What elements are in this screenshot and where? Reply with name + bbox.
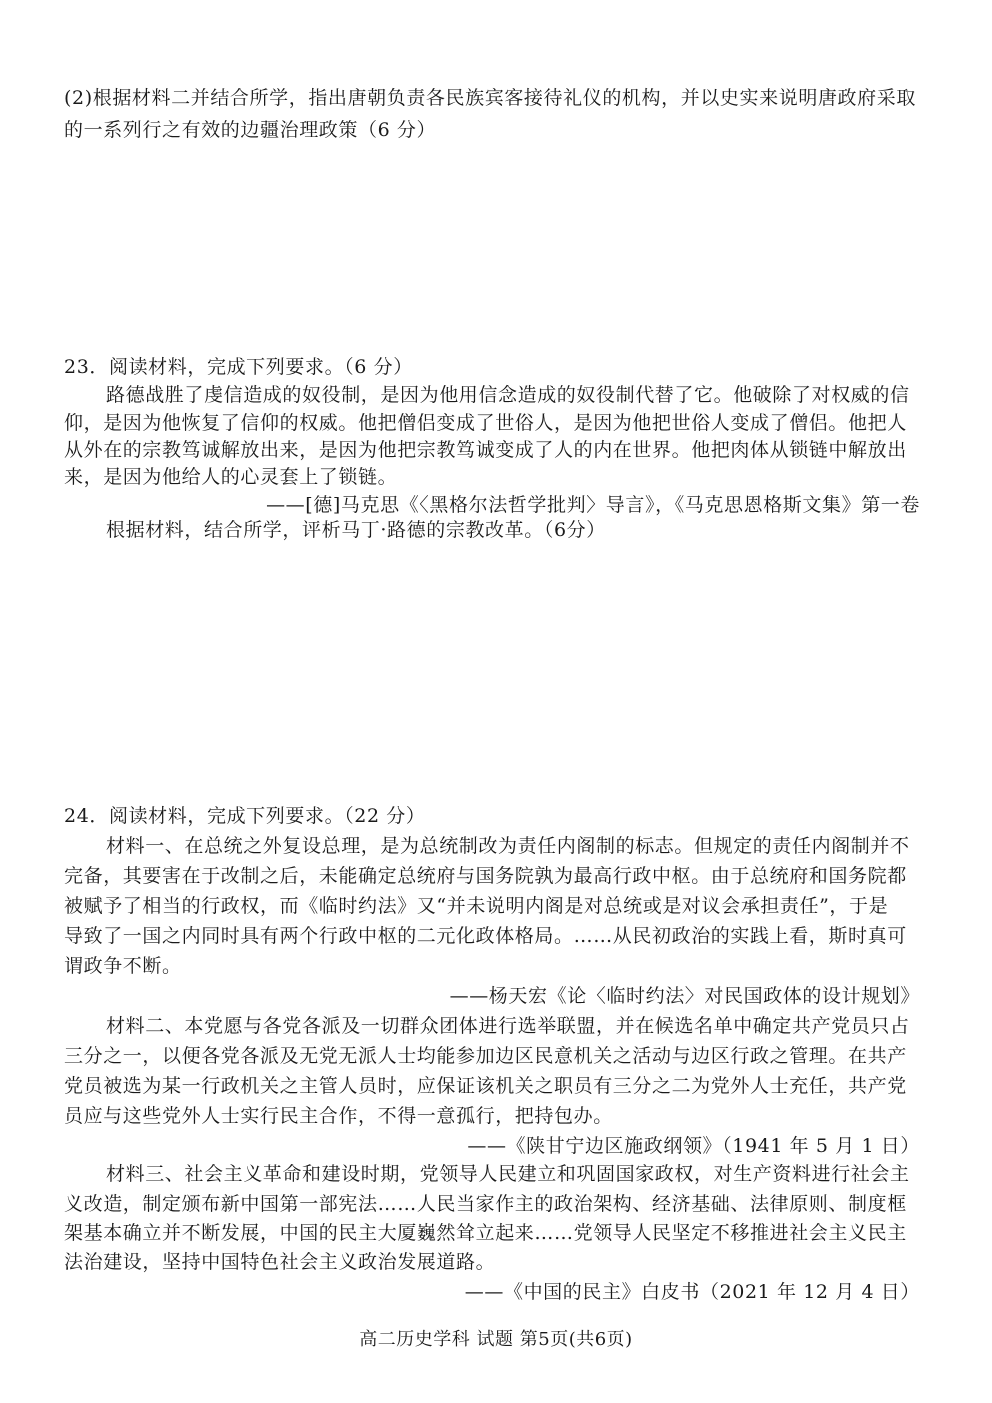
q24-material2-line: 党员被选为某一行政机关之主管人员时，应保证该机关之职员有三分之二为党外人士充任，共产党 — [64, 1075, 907, 1097]
q24-material2-line: 三分之一，以便各党各派及无党无派人士均能参加边区民意机关之活动与边区行政之管理。在共产 — [64, 1045, 907, 1067]
q24-material1-line: 完备，其要害在于改制之后，未能确定总统府与国务院孰为最高行政中枢。由于总统府和国务院都 — [64, 865, 907, 887]
q24-material3-line: 义改造，制定颁布新中国第一部宪法……人民当家作主的政治架构、经济基础、法律原则、制度框 — [64, 1193, 907, 1215]
q24-material3-line: 材料三、社会主义革命和建设时期，党领导人民建立和巩固国家政权，对生产资料进行社会主 — [106, 1163, 910, 1185]
q23-heading: 23．阅读材料，完成下列要求。（6 分） — [64, 356, 413, 378]
q23-passage-line: 仰，是因为他恢复了信仰的权威。他把僧侣变成了世俗人，是因为他把世俗人变成了僧侣。他把人 — [64, 412, 907, 434]
q22-part2-line-2: 的一系列行之有效的边疆治理政策（6 分） — [64, 119, 437, 141]
q22-part2-line-1: (2)根据材料二并结合所学，指出唐朝负责各民族宾客接待礼仪的机构，并以史实来说明唐政府采取 — [64, 87, 916, 109]
q24-material2-line: 员应与这些党外人士实行民主合作，不得一意孤行，把持包办。 — [64, 1105, 613, 1127]
q24-material1-line: 谓政争不断。 — [64, 955, 182, 977]
q24-material1-line: 导致了一国之内同时具有两个行政中枢的二元化政体格局。……从民初政治的实践上看，斯时真可 — [64, 925, 907, 947]
q23-source: ——[德]马克思《〈黑格尔法哲学批判〉导言》，《马克思恩格斯文集》第一卷 — [266, 494, 920, 516]
q24-material2-line: 材料二、本党愿与各党各派及一切群众团体进行选举联盟，并在候选名单中确定共产党员只占 — [106, 1015, 910, 1037]
q23-passage-line: 路德战胜了虔信造成的奴役制，是因为他用信念造成的奴役制代替了它。他破除了对权威的信 — [106, 384, 910, 406]
q23-passage-line: 从外在的宗教笃诚解放出来，是因为他把宗教笃诚变成了人的内在世界。他把肉体从锁链中解放出 — [64, 439, 907, 461]
q24-material3-line: 架基本确立并不断发展，中国的民主大厦巍然耸立起来……党领导人民坚定不移推进社会主义民主 — [64, 1222, 907, 1244]
q23-question: 根据材料，结合所学，评析马丁·路德的宗教改革。（6分） — [106, 519, 606, 541]
q24-material1-line: 材料一、在总统之外复设总理，是为总统制改为责任内阁制的标志。但规定的责任内阁制并不 — [106, 835, 910, 857]
q24-source2: ——《陕甘宁边区施政纲领》（1941 年 5 月 1 日） — [467, 1135, 920, 1157]
q23-passage-line: 来，是因为他给人的心灵套上了锁链。 — [64, 466, 398, 488]
page-footer: 高二历史学科 试题 第5页(共6页) — [359, 1329, 633, 1350]
q24-source3: ——《中国的民主》白皮书（2021 年 12 月 4 日） — [464, 1281, 920, 1303]
q24-material1-line: 被赋予了相当的行政权，而《临时约法》又“并未说明内阁是对总统或是对议会承担责任”，于是 — [64, 895, 889, 917]
q24-material3-line: 法治建设，坚持中国特色社会主义政治发展道路。 — [64, 1251, 496, 1273]
q24-heading: 24．阅读材料，完成下列要求。（22 分） — [64, 805, 426, 827]
q24-source1: ——杨天宏《论〈临时约法〉对民国政体的设计规划》 — [449, 985, 920, 1007]
